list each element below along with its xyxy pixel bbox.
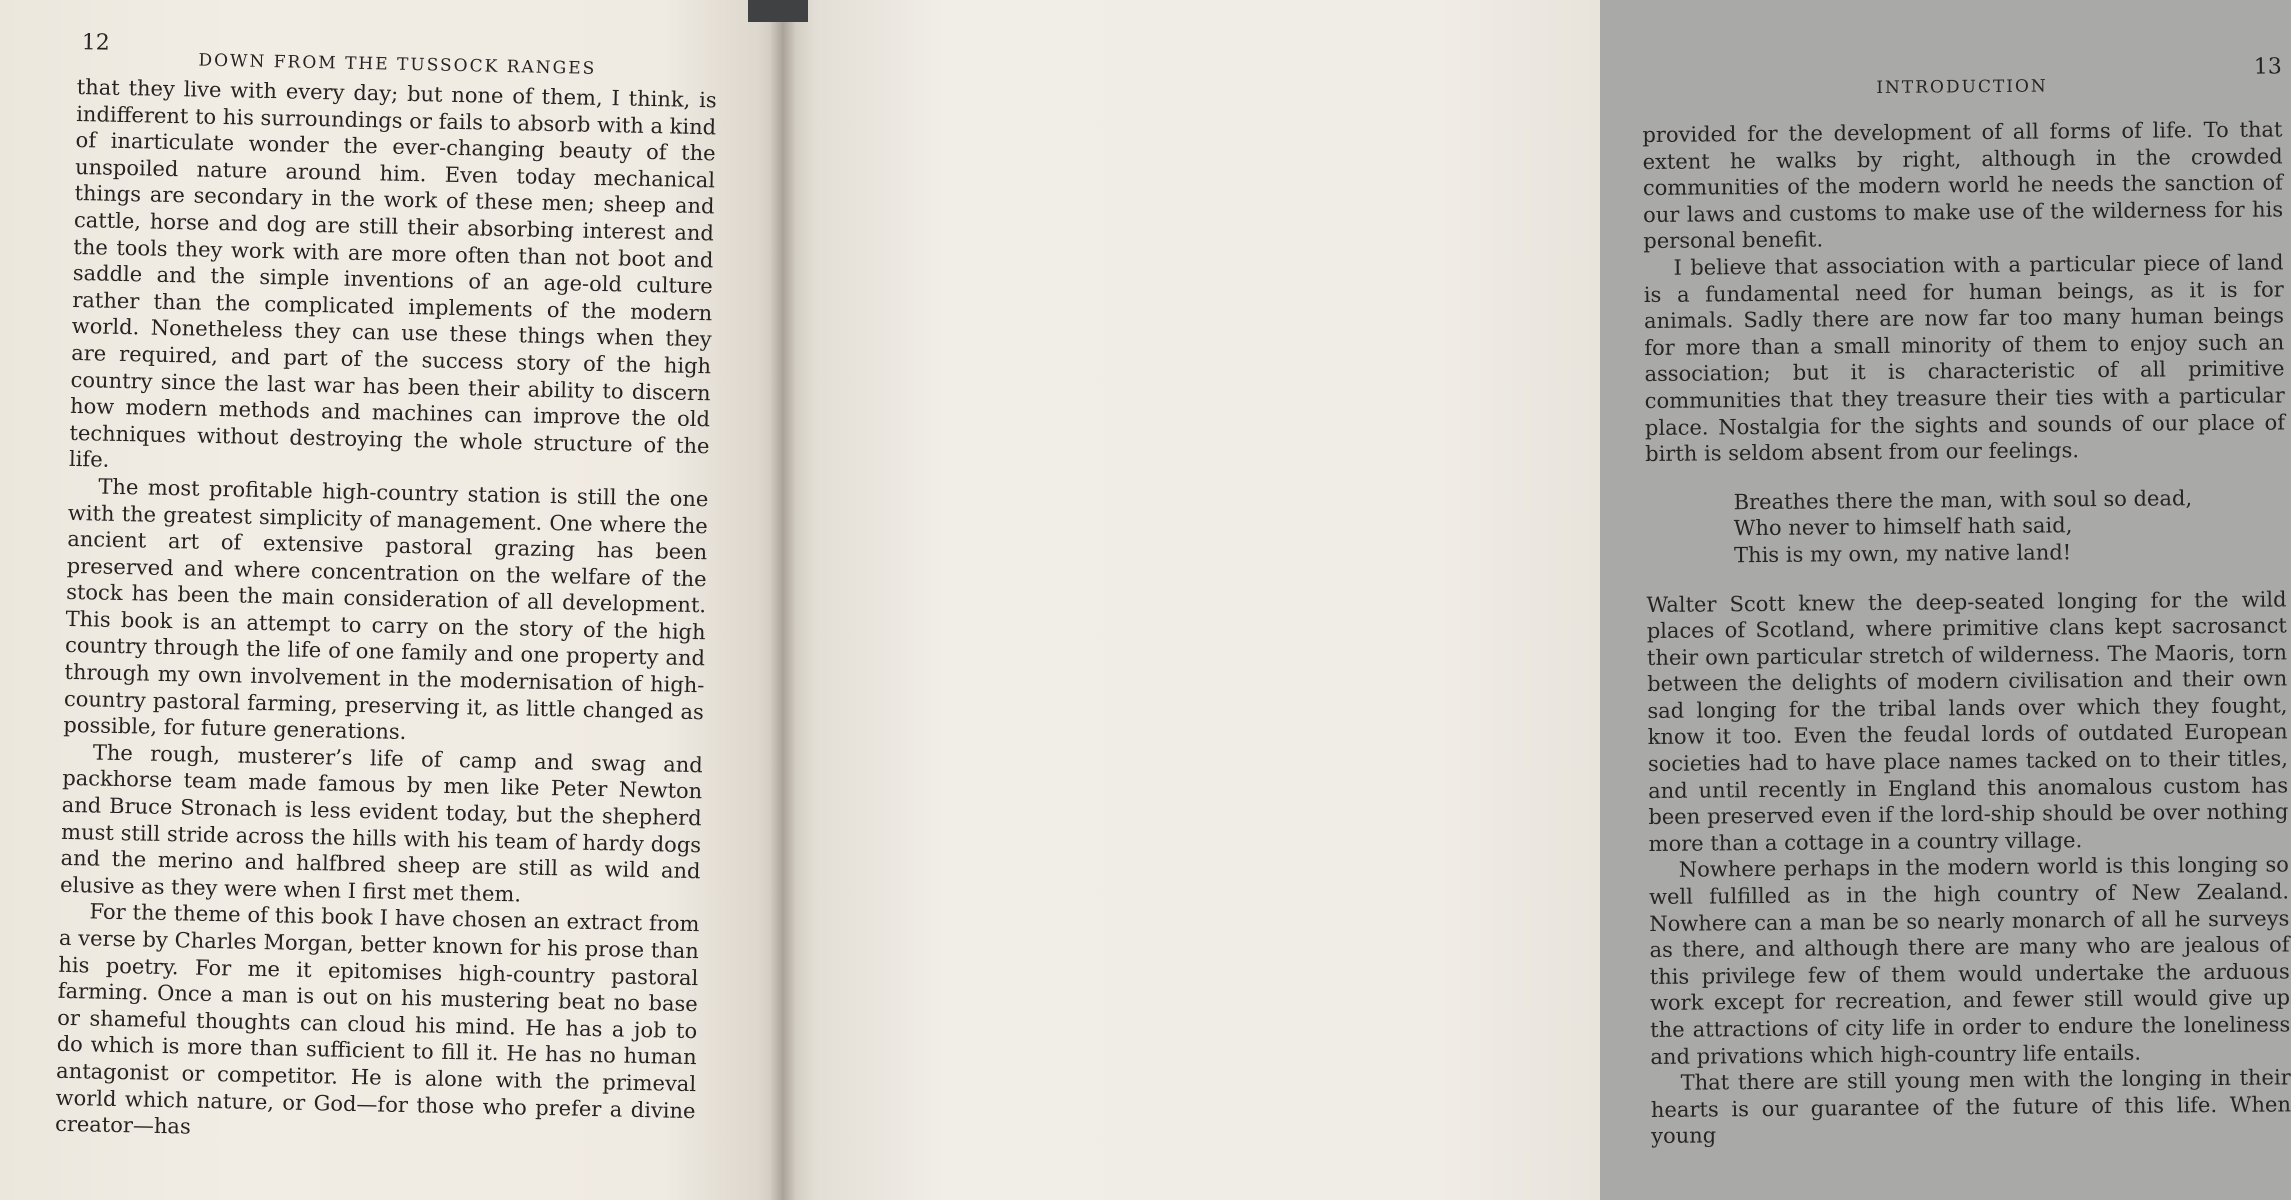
right-page bbox=[782, 0, 2291, 1200]
paragraph: The rough, musterer’s life of camp and swag and packhorse team made famous by men like Peter Newton and Bruce Stronach is less evident today, but the shepherd must still stride across the hills with his team of hardy dogs and the merino and halfbred sheep are still as wild and elusive as they were when I first met them. bbox=[59, 740, 703, 907]
book-spine-gutter bbox=[770, 0, 796, 1200]
verse-line: Breathes there the man, with soul so dead, bbox=[1733, 485, 2193, 514]
body-text bbox=[1642, 116, 2291, 1150]
body-text bbox=[55, 74, 717, 1151]
page-number: 13 bbox=[2253, 54, 2282, 80]
background-edge bbox=[748, 0, 808, 22]
verse-line: This is my own, my native land! bbox=[1733, 540, 2072, 568]
paragraph: For the theme of this book I have chosen an extract from a verse by Charles Morgan, better known for his prose than his poetry. For me it epitomises high-country pastoral farming. Once a man is out on his mustering beat no base or shameful thoughts can cloud his mind. He has a job to do which is more than sufficient to fill it. He has no human antagonist or competitor. He is alone with the primeval world which nature, or God—for those who prefer a divine creator—has bbox=[54, 899, 700, 1139]
paragraph: That there are still young men with the longing in their hearts is our guarantee of the future of this life. When young bbox=[1650, 1065, 2291, 1149]
paragraph: provided for the development of all forms of life. To that extent he walks by right, although in the crowded communities of the modern world he needs the sanction of our laws and customs to make use of the wilderness for his personal benefit. bbox=[1642, 117, 2284, 254]
running-head: INTRODUCTION bbox=[1876, 76, 2048, 98]
running-head: DOWN FROM THE TUSSOCK RANGES bbox=[198, 50, 597, 79]
paragraph: The most profitable high-country station is still the one with the greatest simplicity of management. One where the ancient art of extensive pastoral grazing has been preserved and where concentration on the welfare of the stock has been the main consideration of all development. This book is an attempt to carry on the story of the high country through the life of one family and one property and through my own involvement in the modernisation of high-country pastoral farming, preserving it, as little changed as possible, for future generations. bbox=[63, 474, 709, 745]
verse-line: Who never to himself hath said, bbox=[1733, 513, 2073, 541]
paragraph: Walter Scott knew the deep-seated longing for the wild places of Scotland, where primitive clans kept sacrosanct their own particular stretch of wilderness. The Maoris, torn between the delights of modern civilisation and their own sad longing for the tribal lands over which they fought, know it too. Even the feudal lords of outdated European societies had to have place names tacked on to their titles, and until recently in England this anomalous custom has been preserved even if the lord-ship should be over nothing more than a cottage in a country village. bbox=[1646, 586, 2289, 856]
paragraph: Nowhere perhaps in the modern world is this longing so well fulfilled as in the high country of New Zealand. Nowhere can a man be so nearly monarch of all he surveys as there, and although there are many who are jealous of this privilege few of them would undertake the arduous work except for recreation, and fewer still would give up the attractions of city life in order to endure the loneliness and privations which high-country life entails. bbox=[1648, 852, 2291, 1069]
paragraph: that they live with every day; but none of them, I think, is indifferent to his surroundings or fails to absorb with a kind of inarticulate wonder the ever-changing beauty of the unspoiled nature around him. Even today mechanical things are secondary in the work of these men; sheep and cattle, horse and dog are still their absorbing interest and the tools they work with are more often than not boot and saddle and the simple inventions of an age-old culture rather than the complicated implements of the modern world. Nonetheless they can use these things when they are required, and part of the success story of the high country since the last war has been their ability to discern how modern methods and machines can improve the old techniques without destroying the whole structure of the life. bbox=[68, 74, 717, 473]
page-number: 12 bbox=[81, 30, 110, 56]
right-text-block bbox=[1642, 54, 2291, 1150]
left-text-block bbox=[55, 30, 718, 1151]
verse-quotation bbox=[1734, 484, 2287, 569]
paragraph: I believe that association with a particular piece of land is a fundamental need for human beings, as it is for animals. Sadly there are now far too many human beings for more than a small minority of them to enjoy such an association; but it is characteristic of all primitive communities that they treasure their ties with a particular place. Nostalgia for the sights and sounds of our place of birth is seldom absent from our feelings. bbox=[1643, 250, 2286, 467]
left-page bbox=[0, 0, 782, 1200]
